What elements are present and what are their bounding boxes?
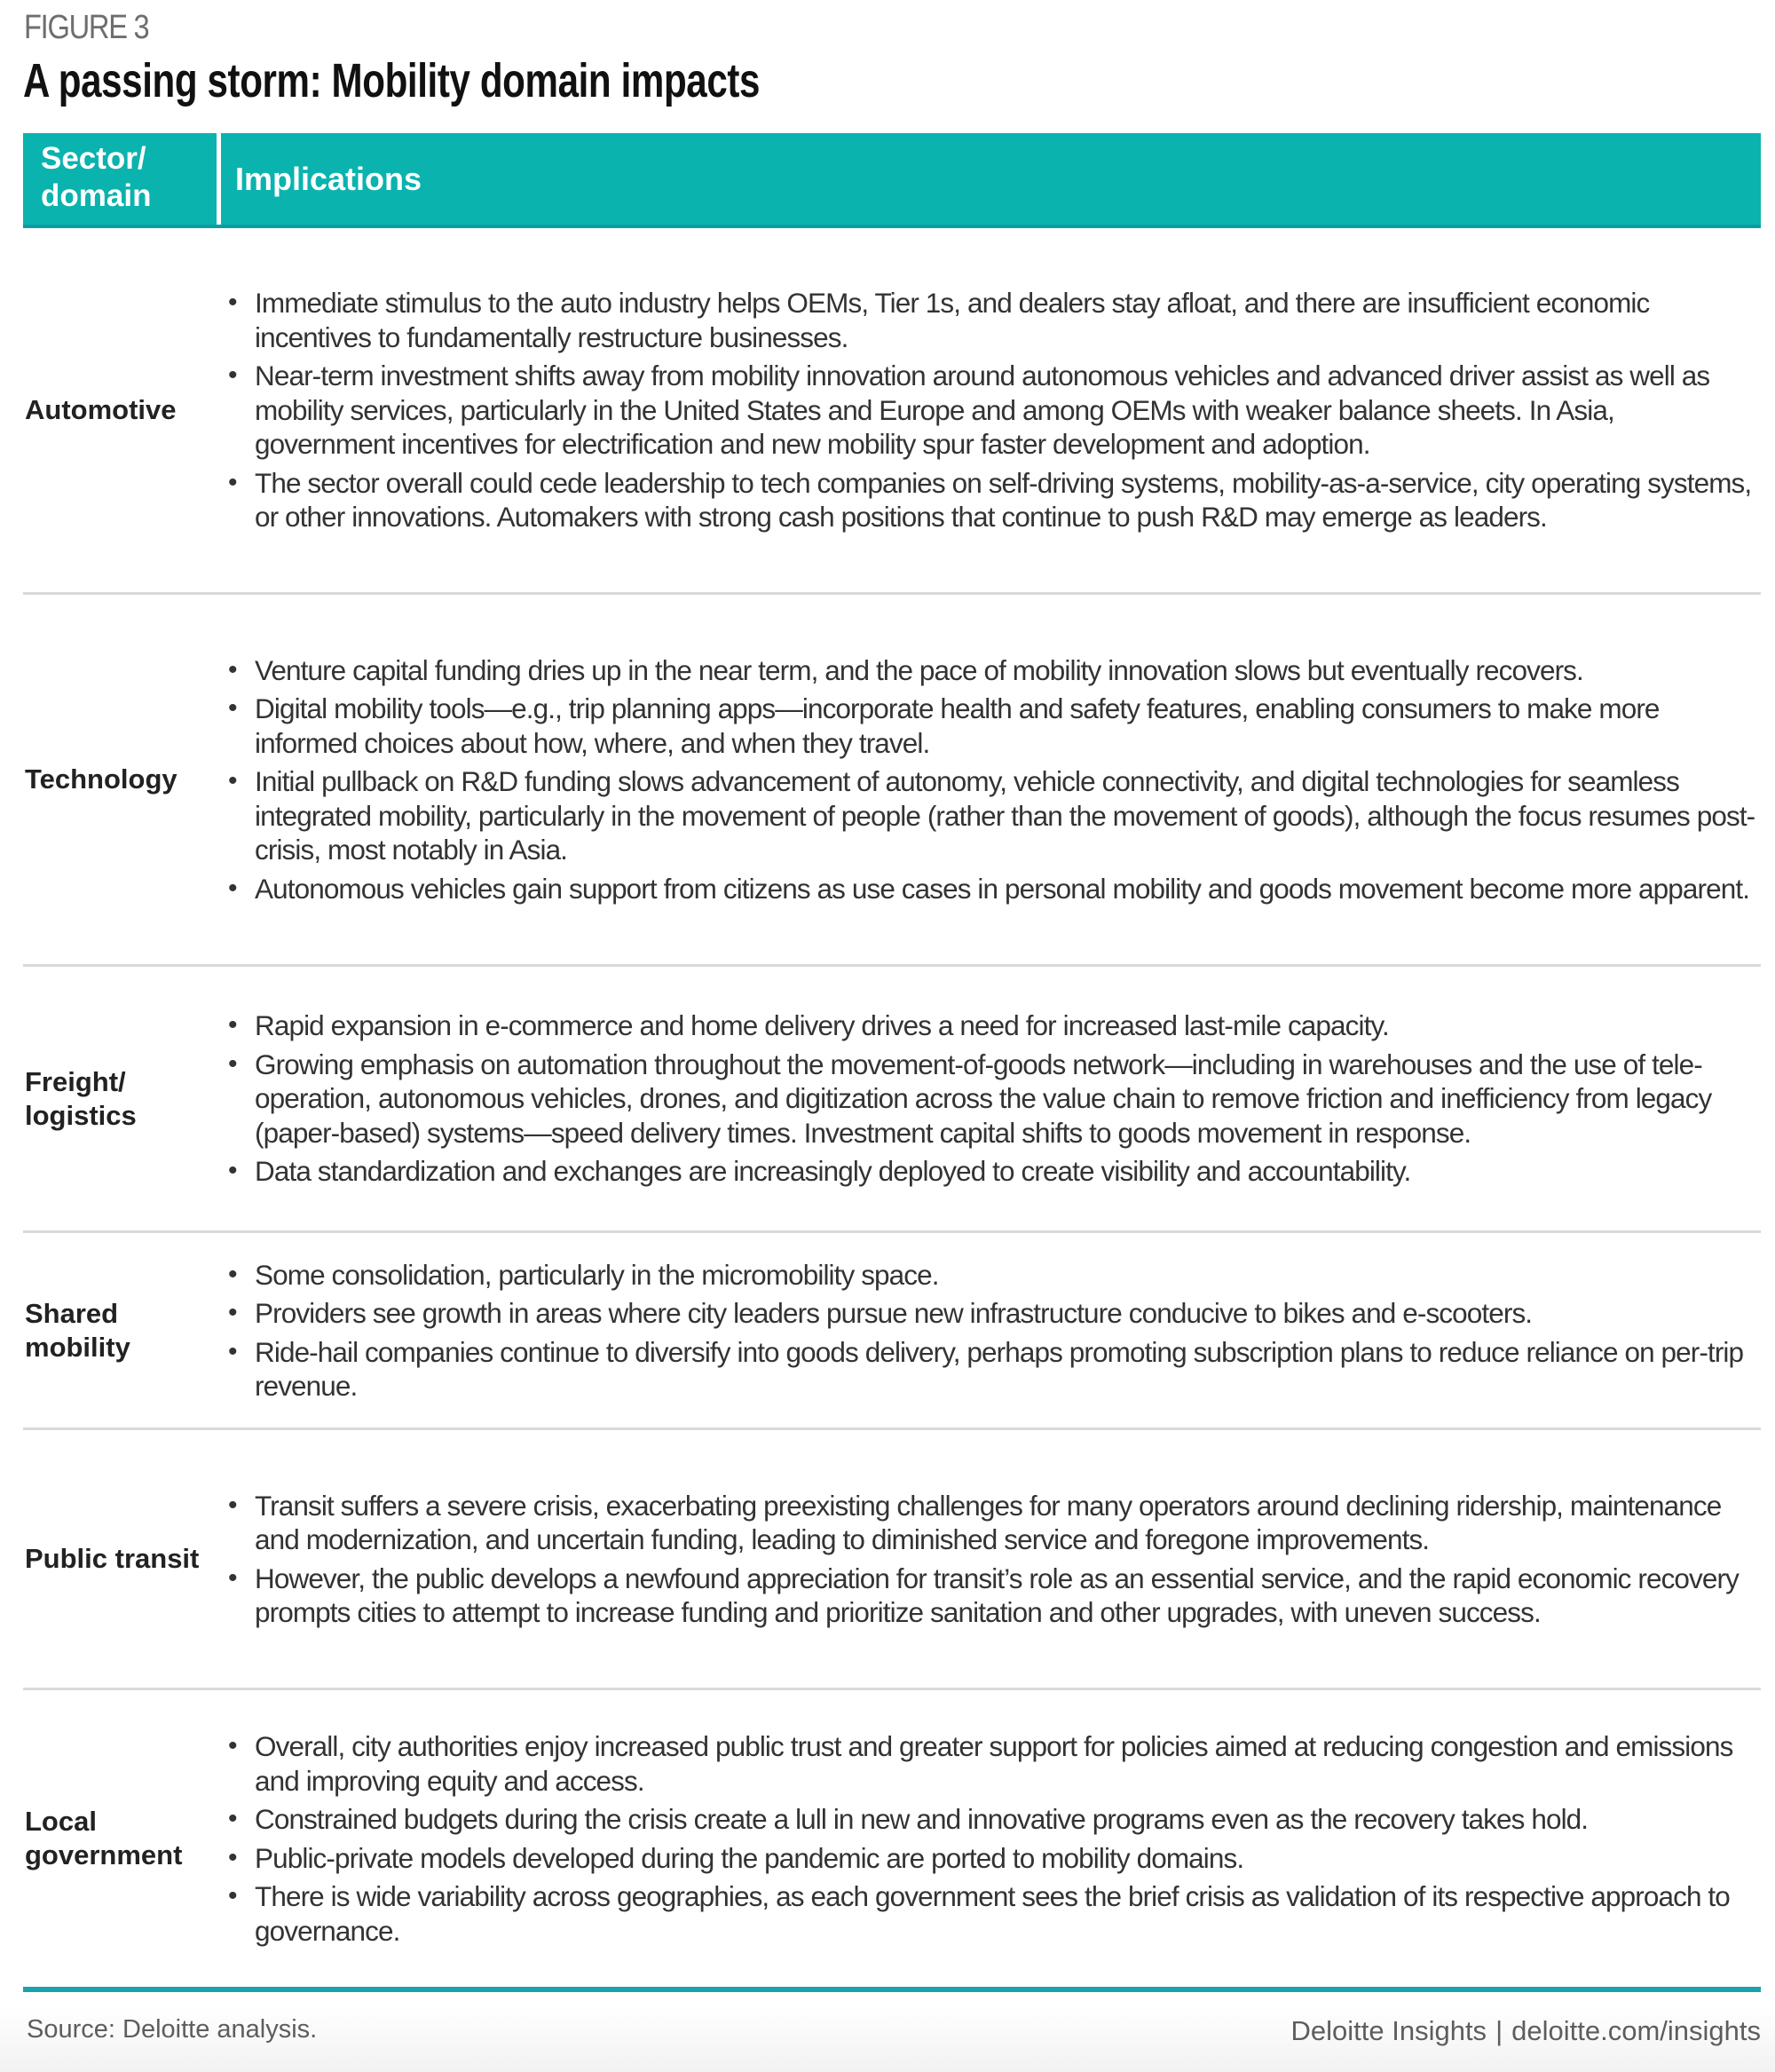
brand-name: Deloitte Insights bbox=[1290, 2015, 1487, 2046]
implications-list bbox=[221, 967, 1761, 1230]
header-sector-domain bbox=[23, 133, 221, 225]
bullet-icon: • bbox=[228, 873, 237, 903]
figure-label: FIGURE 3 bbox=[24, 9, 149, 46]
bullet-icon: • bbox=[228, 1048, 237, 1079]
list-item bbox=[228, 1154, 1761, 1189]
item-text: Public-private models developed during the pandemic are ported to mobility domains. bbox=[255, 1841, 1244, 1874]
item-text: Ride-hail companies continue to diversify into goods delivery, perhaps promoting subscription plans to reduce reliance on per-trip revenue. bbox=[255, 1335, 1744, 1402]
bullet-icon: • bbox=[228, 1490, 237, 1520]
list-item bbox=[228, 466, 1761, 534]
sector-label: Technology bbox=[25, 763, 178, 795]
brand-url-link[interactable]: deloitte.com/insights bbox=[1511, 2015, 1761, 2046]
implications-list bbox=[221, 1690, 1761, 1987]
bullet-icon: • bbox=[228, 1156, 237, 1186]
list-item bbox=[228, 1335, 1761, 1404]
list-item bbox=[228, 764, 1761, 867]
header-implications: Implications bbox=[235, 160, 422, 197]
list-item bbox=[228, 1296, 1761, 1331]
list-item bbox=[228, 1562, 1761, 1630]
list-item bbox=[228, 1802, 1761, 1837]
implications-list bbox=[221, 228, 1761, 592]
item-text: Near-term investment shifts away from mobility innovation around autonomous vehicles and advanced driver assist as well as mobility services, particularly in the United States and Europe and among OEMs with weaker balance sheets. In Asia, government incentives for electrification and new mobility spur faster development and adoption. bbox=[255, 360, 1710, 461]
footer-credit bbox=[1291, 2015, 1762, 2047]
item-text: The sector overall could cede leadership to tech companies on self-driving systems, mobility-as-a-service, city operating systems, or other innovations. Automakers with strong cash positions that continue to push R&D may emerge as leaders. bbox=[255, 466, 1752, 534]
item-text: Rapid expansion in e-commerce and home delivery drives a need for increased last-mile capacity. bbox=[255, 1009, 1389, 1042]
item-text: Initial pullback on R&D funding slows advancement of autonomy, vehicle connectivity, and digital technologies for seamless integrated mobility, particularly in the movement of people (rather than the movement of goods), although the focus resumes post-crisis, most notably in Asia. bbox=[255, 765, 1755, 866]
impacts-table bbox=[23, 133, 1761, 1992]
list-item bbox=[228, 1729, 1761, 1798]
item-text: Constrained budgets during the crisis create a lull in new and innovative programs even as the recovery takes hold. bbox=[255, 1803, 1589, 1835]
item-text: Overall, city authorities enjoy increased public trust and greater support for policies aimed at reducing congestion and emissions and improving equity and access. bbox=[255, 1730, 1733, 1797]
item-text: Digital mobility tools—e.g., trip planning apps—incorporate health and safety features, enabling consumers to make more informed choices about how, where, and when they travel. bbox=[255, 692, 1660, 759]
bullet-icon: • bbox=[228, 693, 237, 724]
item-text: Some consolidation, particularly in the micromobility space. bbox=[255, 1258, 939, 1291]
item-text: Immediate stimulus to the auto industry helps OEMs, Tier 1s, and dealers stay afloat, and there are insufficient economic incentives to fundamentally restructure businesses. bbox=[255, 287, 1650, 353]
implications-list bbox=[221, 1233, 1761, 1427]
list-item bbox=[228, 286, 1761, 354]
bullet-icon: • bbox=[228, 654, 237, 684]
item-text: Transit suffers a severe crisis, exacerbating preexisting challenges for many operators around declining ridership, maintenance and modernization, and uncertain funding, leading to diminished service and foregone improvements. bbox=[255, 1489, 1722, 1555]
table-row-technology bbox=[23, 595, 1761, 967]
list-item bbox=[228, 1008, 1761, 1043]
bullet-icon: • bbox=[228, 1298, 237, 1327]
figure-title: A passing storm: Mobility domain impacts bbox=[23, 54, 761, 107]
list-item bbox=[228, 1841, 1761, 1876]
item-text: Autonomous vehicles gain support from citizens as use cases in personal mobility and goods movement become more apparent. bbox=[255, 872, 1750, 905]
bullet-icon: • bbox=[228, 467, 237, 497]
item-text: Growing emphasis on automation throughout the movement-of-goods network—including in warehouses and the use of tele-operation, autonomous vehicles, drones, and digitization across the value chain to remove friction and inefficiency from legacy (paper-based) systems—speed delivery times. Investment capital shifts to goods movement in response. bbox=[255, 1048, 1712, 1149]
source-note: Source: Deloitte analysis. bbox=[27, 2015, 318, 2044]
table-row-public-transit bbox=[23, 1430, 1761, 1690]
bullet-icon: • bbox=[228, 1336, 237, 1366]
list-item bbox=[228, 872, 1761, 906]
item-text: Venture capital funding dries up in the near term, and the pace of mobility innovation slows but eventually recovers. bbox=[255, 653, 1583, 686]
bullet-icon: • bbox=[228, 360, 237, 391]
bullet-icon: • bbox=[228, 1010, 237, 1040]
item-text: Providers see growth in areas where city leaders pursue new infrastructure conducive to bikes and e-scooters. bbox=[255, 1297, 1533, 1329]
item-text: However, the public develops a newfound appreciation for transit’s role as an essential service, and the rapid economic recovery prompts cities to attempt to increase funding and prioritize sanitation and other upgrades, with uneven success. bbox=[255, 1562, 1739, 1628]
sector-label: Local government bbox=[25, 1806, 183, 1870]
bullet-icon: • bbox=[228, 1562, 237, 1593]
table-row-local-government bbox=[23, 1690, 1761, 1992]
sector-label: Automotive bbox=[25, 394, 177, 425]
item-text: There is wide variability across geographies, as each government sees the brief crisis as validation of its respective approach to governance. bbox=[255, 1880, 1730, 1947]
sector-label: Freight/ logistics bbox=[25, 1065, 137, 1131]
table-row-freight-logistics bbox=[23, 967, 1761, 1233]
bullet-icon: • bbox=[228, 1259, 237, 1289]
header-sector-line2: domain bbox=[41, 178, 152, 213]
item-text: Data standardization and exchanges are increasingly deployed to create visibility and accountability. bbox=[255, 1155, 1411, 1188]
list-item bbox=[228, 1489, 1761, 1557]
list-item bbox=[228, 1048, 1761, 1151]
bullet-icon: • bbox=[228, 1731, 237, 1760]
sector-label: Shared mobility bbox=[25, 1297, 130, 1363]
bullet-icon: • bbox=[228, 1842, 237, 1872]
list-item bbox=[228, 692, 1761, 760]
bullet-icon: • bbox=[228, 288, 237, 318]
implications-list bbox=[221, 1430, 1761, 1688]
bullet-icon: • bbox=[228, 1881, 237, 1910]
bullet-icon: • bbox=[228, 1804, 237, 1833]
table-header bbox=[23, 133, 1761, 228]
table-row-automotive bbox=[23, 228, 1761, 595]
header-sector-line1: Sector/ bbox=[41, 141, 146, 176]
list-item bbox=[228, 1258, 1761, 1293]
bullet-icon: • bbox=[228, 766, 237, 796]
list-item bbox=[228, 653, 1761, 688]
table-row-shared-mobility bbox=[23, 1233, 1761, 1430]
list-item bbox=[228, 359, 1761, 462]
footer-separator: | bbox=[1495, 2015, 1503, 2046]
sector-label: Public transit bbox=[25, 1543, 200, 1574]
implications-list bbox=[221, 595, 1761, 964]
list-item bbox=[228, 1879, 1761, 1948]
